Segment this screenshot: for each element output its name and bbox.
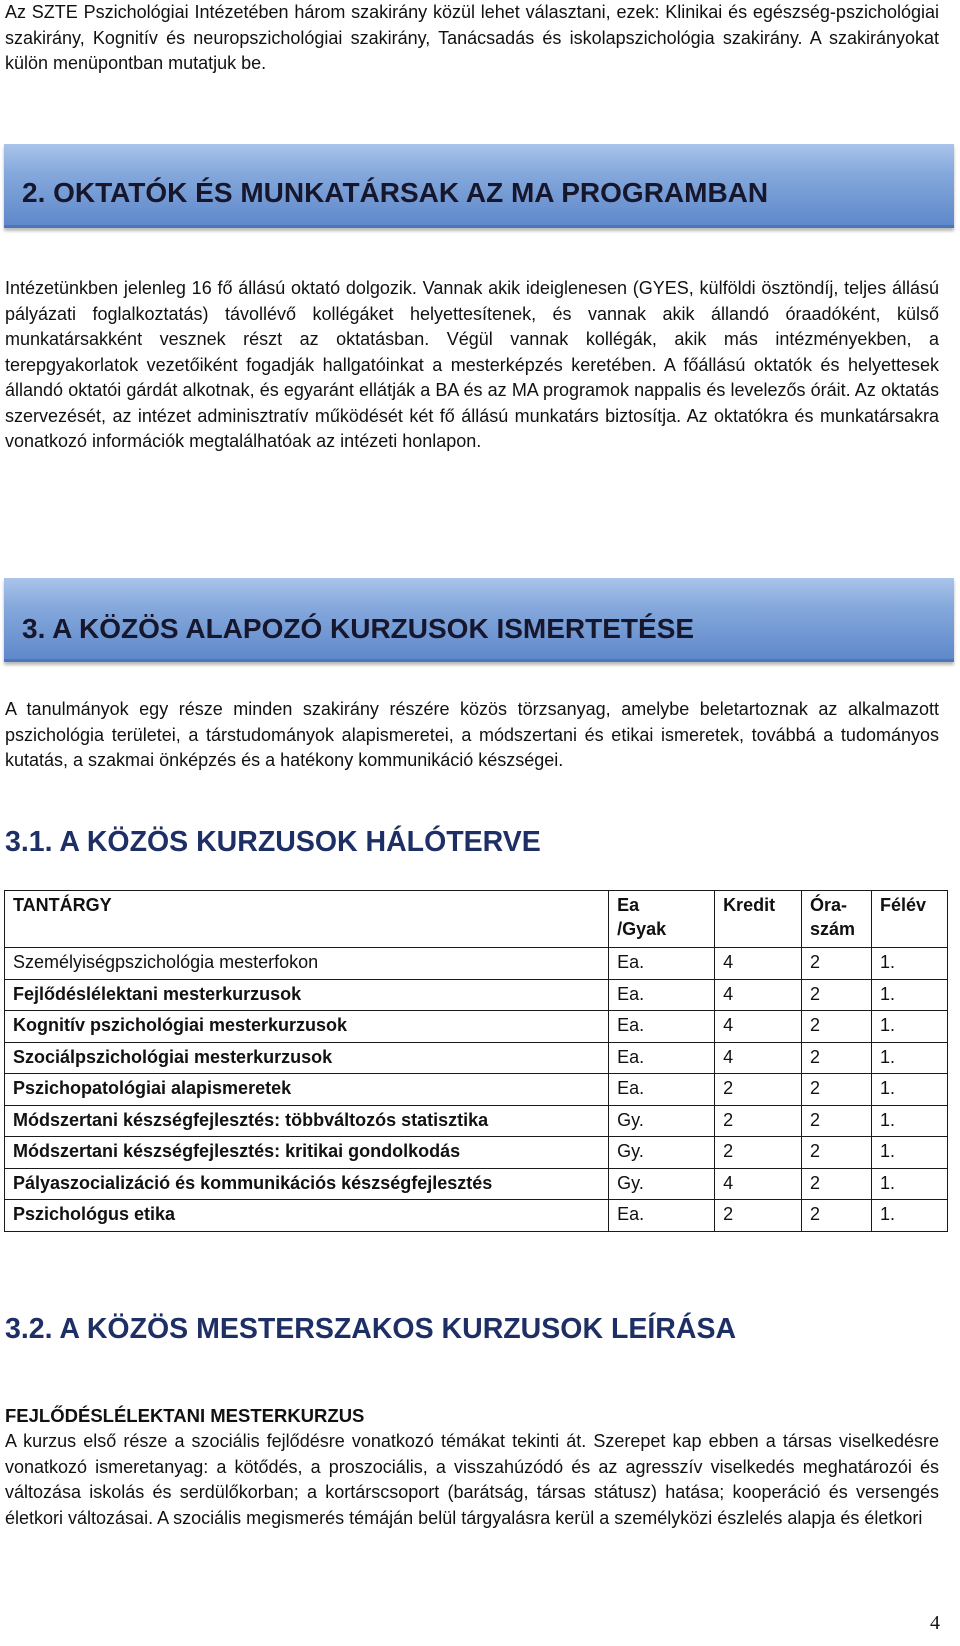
table-row bbox=[5, 1105, 948, 1137]
cell-subject: Pszichopatológiai alapismeretek bbox=[5, 1074, 609, 1106]
cell-credit: 2 bbox=[715, 1137, 802, 1169]
cell-semester: 1. bbox=[871, 1200, 947, 1232]
cell-credit: 4 bbox=[715, 1011, 802, 1043]
section-3-paragraph: A tanulmányok egy része minden szakirány részére közös törzsanyag, amelybe beletartoznak az alkalmazott pszichológia területei, a társtudományok alapismeretei, a módszertani és etikai ismeretek, továbbá a tudományos kutatás, a szakmai önképzés és a hatékony kommunikáció készségei. bbox=[5, 699, 939, 770]
table-row bbox=[5, 948, 948, 980]
cell-type: Ea. bbox=[609, 979, 715, 1011]
cell-credit: 2 bbox=[715, 1105, 802, 1137]
course-subheading: FEJLŐDÉSLÉLEKTANI MESTERKURZUS bbox=[5, 1405, 365, 1426]
cell-subject: Módszertani készségfejlesztés: többváltozós statisztika bbox=[5, 1105, 609, 1137]
table-row bbox=[5, 979, 948, 1011]
cell-subject: Módszertani készségfejlesztés: kritikai gondolkodás bbox=[5, 1137, 609, 1169]
cell-hours: 2 bbox=[802, 1105, 872, 1137]
section-3-heading-band bbox=[4, 578, 954, 662]
cell-type: Ea. bbox=[609, 1200, 715, 1232]
cell-type: Ea. bbox=[609, 1042, 715, 1074]
header-credit: Kredit bbox=[715, 891, 802, 948]
cell-subject: Személyiségpszichológia mesterfokon bbox=[5, 948, 609, 980]
cell-type: Ea. bbox=[609, 1074, 715, 1106]
section-2-paragraph: Intézetünkben jelenleg 16 fő állású oktató dolgozik. Vannak akik ideiglenesen (GYES, külföldi ösztöndíj, teljes állású pályázati foglalkoztatás) távollévő kollégáket helyettesítenek, és vannak akik állandó óraadóként, külső munkatársakként vesznek részt az oktatásban. Végül vannak kollégák, akik más intézményekben, a terepgyakorlatok vezetőiként fogadják hallgatóinkat a mesterképzés keretében. A főállású oktatók és helyettesek állandó oktatói gárdát alkotnak, és egyaránt ellátják a BA és az MA programok nappalis és levelezős óráit. Az oktatás szervezését, az intézet adminisztratív működését két fő állású munkatárs biztosítja. Az oktatókra és munkatársakra vonatkozó információk megtalálhatóak az intézeti honlapon. bbox=[5, 278, 939, 451]
cell-semester: 1. bbox=[871, 1011, 947, 1043]
header-type-line1: Ea bbox=[617, 895, 640, 915]
cell-hours: 2 bbox=[802, 979, 872, 1011]
header-semester: Félév bbox=[871, 891, 947, 948]
cell-credit: 4 bbox=[715, 948, 802, 980]
cell-hours: 2 bbox=[802, 1200, 872, 1232]
cell-semester: 1. bbox=[871, 948, 947, 980]
cell-credit: 2 bbox=[715, 1200, 802, 1232]
section-3-title: 3. A KÖZÖS ALAPOZÓ KURZUSOK ISMERTETÉSE bbox=[22, 613, 695, 644]
intro-paragraph: Az SZTE Pszichológiai Intézetében három szakirány közül lehet választani, ezek: Klinikai és egészség-pszichológiai szakirány, Kognitív és neuropszichológiai szakirány, Tanácsadás és iskolapszichológia szakirány. A szakirányokat külön menüpontban mutatjuk be. bbox=[5, 2, 939, 73]
cell-type: Gy. bbox=[609, 1137, 715, 1169]
header-hours-line1: Óra- bbox=[810, 895, 848, 915]
table-row bbox=[5, 1168, 948, 1200]
section-3-2-title: 3.2. A KÖZÖS MESTERSZAKOS KURZUSOK LEÍRÁSA bbox=[5, 1313, 737, 1345]
cell-hours: 2 bbox=[802, 1137, 872, 1169]
cell-type: Gy. bbox=[609, 1168, 715, 1200]
cell-semester: 1. bbox=[871, 1168, 947, 1200]
section-2-title: 2. OKTATÓK ÉS MUNKATÁRSAK AZ MA PROGRAMBAN bbox=[22, 177, 769, 208]
table-row bbox=[5, 1137, 948, 1169]
cell-subject: Pályaszocializáció és kommunikációs készségfejlesztés bbox=[5, 1168, 609, 1200]
header-type bbox=[609, 891, 715, 948]
table-row bbox=[5, 1074, 948, 1106]
cell-hours: 2 bbox=[802, 1168, 872, 1200]
table-row bbox=[5, 1011, 948, 1043]
table-row bbox=[5, 1200, 948, 1232]
cell-subject: Pszichológus etika bbox=[5, 1200, 609, 1232]
cell-type: Ea. bbox=[609, 948, 715, 980]
cell-semester: 1. bbox=[871, 1137, 947, 1169]
cell-hours: 2 bbox=[802, 1074, 872, 1106]
page-number: 4 bbox=[930, 1612, 940, 1634]
course-grid-table bbox=[4, 890, 948, 1232]
cell-semester: 1. bbox=[871, 1074, 947, 1106]
cell-hours: 2 bbox=[802, 948, 872, 980]
header-hours bbox=[802, 891, 872, 948]
cell-hours: 2 bbox=[802, 1042, 872, 1074]
cell-hours: 2 bbox=[802, 1011, 872, 1043]
cell-credit: 2 bbox=[715, 1074, 802, 1106]
cell-subject: Kognitív pszichológiai mesterkurzusok bbox=[5, 1011, 609, 1043]
cell-type: Gy. bbox=[609, 1105, 715, 1137]
section-2-heading-band bbox=[4, 144, 954, 228]
cell-type: Ea. bbox=[609, 1011, 715, 1043]
header-subject: TANTÁRGY bbox=[5, 891, 609, 948]
cell-semester: 1. bbox=[871, 979, 947, 1011]
cell-credit: 4 bbox=[715, 1168, 802, 1200]
cell-credit: 4 bbox=[715, 1042, 802, 1074]
table-header-row bbox=[5, 891, 948, 948]
cell-semester: 1. bbox=[871, 1105, 947, 1137]
header-hours-line2: szám bbox=[810, 919, 856, 939]
course-description-paragraph: A kurzus első része a szociális fejlődésre vonatkozó témákat tekinti át. Szerepet kap ebben a társas viselkedésre vonatkozó ismeretanyag: a kötődés, a proszociális, a visszahúzódó és az agresszív viselkedés meghatározói és változása iskolás és serdülőkorban; a kortárscsoport (barátság, társas státusz) hatása; kooperáció és versengés életkori változásai. A szociális megismerés témáján belül tárgyalásra kerül a személyközi észlelés alapja és életkori bbox=[5, 1431, 939, 1528]
section-3-1-title: 3.1. A KÖZÖS KURZUSOK HÁLÓTERVE bbox=[5, 826, 541, 858]
cell-credit: 4 bbox=[715, 979, 802, 1011]
cell-subject: Szociálpszichológiai mesterkurzusok bbox=[5, 1042, 609, 1074]
cell-semester: 1. bbox=[871, 1042, 947, 1074]
cell-subject: Fejlődéslélektani mesterkurzusok bbox=[5, 979, 609, 1011]
header-type-line2: /Gyak bbox=[617, 919, 667, 939]
table-row bbox=[5, 1042, 948, 1074]
